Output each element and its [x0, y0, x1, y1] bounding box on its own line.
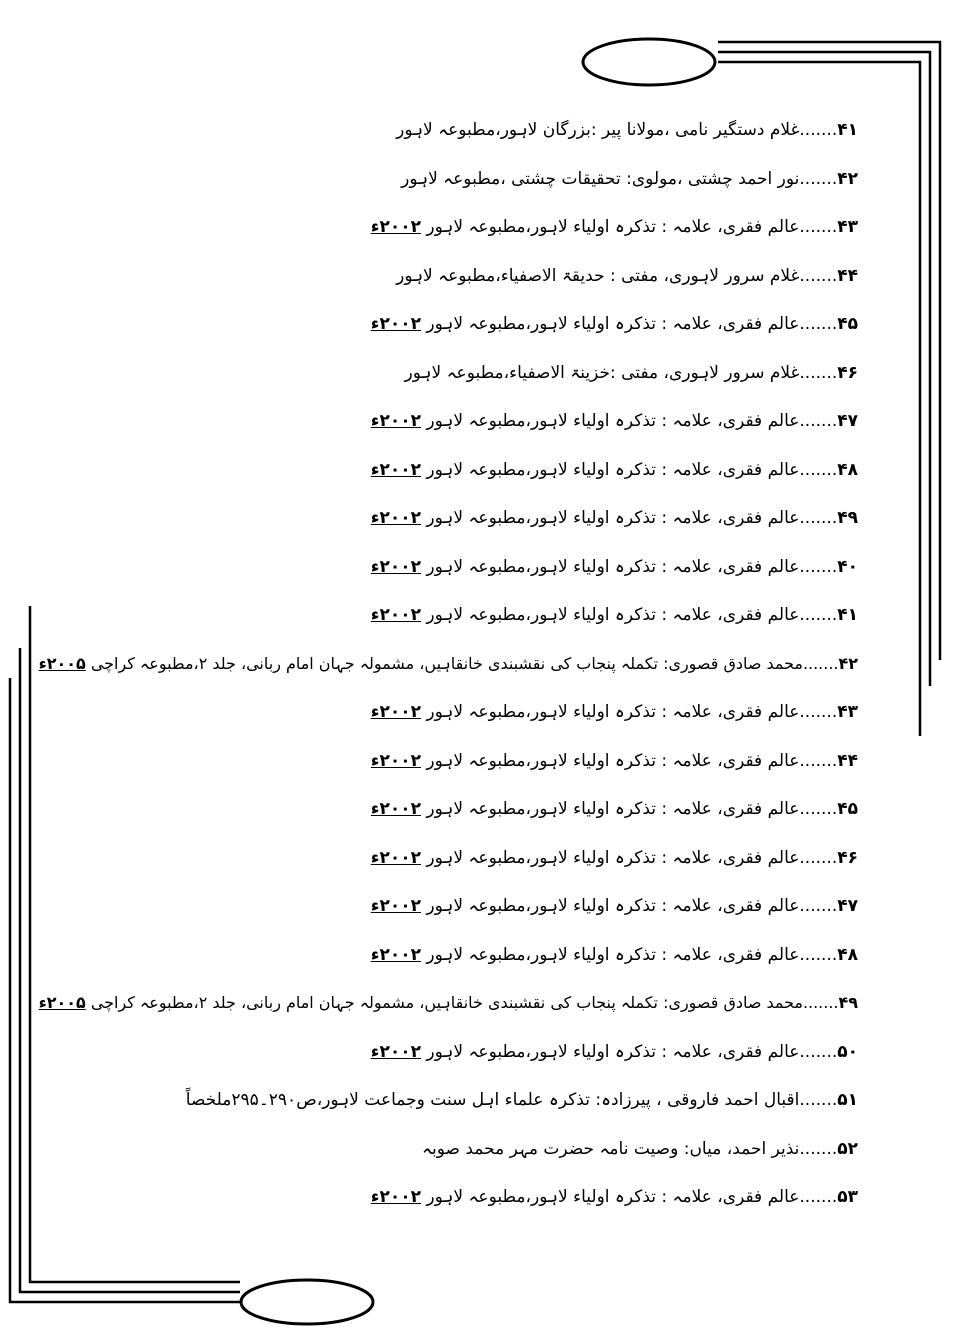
- reference-year: ۲۰۰۲ء: [370, 799, 422, 819]
- reference-item: [39, 652, 858, 676]
- reference-text: عالم فقری، علامہ : تذکرہ اولیاء لاہور،مطبوعہ لاہور: [426, 896, 800, 916]
- reference-item: [371, 312, 858, 336]
- reference-leader-dots: .......: [802, 653, 839, 673]
- reference-leader-dots: .......: [799, 120, 838, 140]
- reference-item: [396, 264, 858, 288]
- reference-number: ۴۸: [837, 944, 858, 965]
- reference-number: ۴۸: [837, 459, 858, 480]
- reference-number: ۴۲: [838, 653, 858, 673]
- reference-item: [401, 167, 858, 191]
- reference-leader-dots: .......: [799, 265, 838, 286]
- reference-text: عالم فقری، علامہ : تذکرہ اولیاء لاہور،مطبوعہ لاہور: [426, 605, 800, 625]
- reference-year: ۲۰۰۲ء: [370, 750, 422, 771]
- reference-text: عالم فقری، علامہ : تذکرہ اولیاء لاہور،مطبوعہ لاہور: [426, 1041, 800, 1062]
- reference-item: [186, 1088, 858, 1112]
- reference-leader-dots: .......: [799, 1187, 838, 1207]
- reference-number: ۴۵: [837, 314, 858, 334]
- reference-item: [371, 215, 858, 239]
- reference-text: عالم فقری، علامہ : تذکرہ اولیاء لاہور،مطبوعہ لاہور: [426, 556, 800, 577]
- reference-item: [422, 1137, 858, 1161]
- reference-text: اقبال احمد فاروقی ، پیرزادہ: تذکرہ علماء اہل سنت وجماعت لاہور،ص۲۹۰۔۲۹۵ملخصاً: [185, 1090, 800, 1110]
- reference-item: [371, 409, 858, 433]
- reference-item: [405, 361, 858, 385]
- reference-number: ۴۳: [837, 217, 858, 237]
- reference-leader-dots: .......: [799, 1138, 838, 1159]
- reference-number: ۴۱: [837, 120, 858, 140]
- reference-year: ۲۰۰۲ء: [370, 314, 422, 334]
- reference-text: عالم فقری، علامہ : تذکرہ اولیاء لاہور،مطبوعہ لاہور: [426, 217, 800, 237]
- reference-year: ۲۰۰۲ء: [370, 556, 422, 577]
- reference-text: عالم فقری، علامہ : تذکرہ اولیاء لاہور،مطبوعہ لاہور: [426, 750, 800, 771]
- reference-text: عالم فقری، علامہ : تذکرہ اولیاء لاہور،مطبوعہ لاہور: [426, 508, 800, 528]
- reference-leader-dots: .......: [799, 799, 838, 819]
- reference-year: ۲۰۰۲ء: [370, 508, 422, 528]
- reference-number: ۴۵: [837, 799, 858, 819]
- reference-text: عالم فقری، علامہ : تذکرہ اولیاء لاہور،مطبوعہ لاہور: [426, 314, 800, 334]
- reference-text: عالم فقری، علامہ : تذکرہ اولیاء لاہور،مطبوعہ لاہور: [426, 1187, 800, 1207]
- reference-leader-dots: .......: [799, 1041, 838, 1062]
- reference-item: [371, 506, 858, 530]
- reference-leader-dots: .......: [799, 362, 838, 383]
- reference-leader-dots: .......: [799, 168, 838, 189]
- reference-text: غلام سرور لاہوری، مفتی :خزینۃ الاصفیاء،مطبوعہ لاہور: [404, 362, 800, 383]
- reference-leader-dots: .......: [799, 217, 838, 237]
- reference-year: ۲۰۰۵ء: [38, 993, 86, 1012]
- reference-item: [371, 894, 858, 918]
- reference-item: [371, 846, 858, 870]
- reference-number: ۴۷: [837, 896, 858, 916]
- reference-number: ۴۲: [837, 168, 858, 189]
- reference-leader-dots: .......: [799, 702, 838, 722]
- reference-number: ۴۳: [837, 702, 858, 722]
- reference-number: ۵۰: [837, 1041, 858, 1062]
- reference-number: ۴۷: [837, 411, 858, 431]
- reference-number: ۴۹: [838, 993, 858, 1012]
- reference-year: ۲۰۰۲ء: [370, 702, 422, 722]
- reference-text: عالم فقری، علامہ : تذکرہ اولیاء لاہور،مطبوعہ لاہور: [426, 944, 800, 965]
- reference-item: [371, 1185, 858, 1209]
- reference-number: ۴۰: [837, 556, 858, 577]
- reference-leader-dots: .......: [799, 556, 838, 577]
- reference-text: عالم فقری، علامہ : تذکرہ اولیاء لاہور،مطبوعہ لاہور: [426, 799, 800, 819]
- reference-leader-dots: .......: [802, 993, 839, 1012]
- reference-text: نور احمد چشتی ،مولوی: تحقیقات چشتی ،مطبوعہ لاہور: [401, 168, 800, 189]
- reference-item: [371, 700, 858, 724]
- reference-item: [39, 991, 858, 1015]
- reference-text: عالم فقری، علامہ : تذکرہ اولیاء لاہور،مطبوعہ لاہور: [426, 459, 800, 480]
- reference-leader-dots: .......: [799, 1090, 838, 1110]
- reference-text: محمد صادق قصوری: تکملہ پنجاب کی نقشبندی خانقاہیں، مشمولہ جہان امام ربانی، جلد ۲،مطبوعہ کراچی: [90, 993, 803, 1012]
- reference-item: [371, 797, 858, 821]
- reference-leader-dots: .......: [799, 508, 838, 528]
- reference-leader-dots: .......: [799, 944, 838, 965]
- reference-number: ۵۱: [837, 1090, 858, 1110]
- reference-text: عالم فقری، علامہ : تذکرہ اولیاء لاہور،مطبوعہ لاہور: [426, 847, 800, 868]
- reference-leader-dots: .......: [799, 750, 838, 771]
- reference-number: ۴۶: [837, 362, 858, 383]
- reference-year: ۲۰۰۲ء: [370, 605, 422, 625]
- reference-leader-dots: .......: [799, 896, 838, 916]
- reference-item: [396, 118, 858, 142]
- reference-item: [371, 1040, 858, 1064]
- reference-number: ۴۴: [837, 750, 858, 771]
- reference-leader-dots: .......: [799, 314, 838, 334]
- reference-year: ۲۰۰۵ء: [38, 653, 86, 673]
- reference-item: [371, 603, 858, 627]
- reference-number: ۴۴: [837, 265, 858, 286]
- reference-item: [371, 943, 858, 967]
- reference-leader-dots: .......: [799, 847, 838, 868]
- reference-year: ۲۰۰۲ء: [370, 411, 422, 431]
- reference-item: [371, 749, 858, 773]
- reference-text: نذیر احمد، میاں: وصیت نامہ حضرت مہر محمد صوبہ: [422, 1138, 800, 1159]
- reference-leader-dots: .......: [799, 411, 838, 431]
- reference-year: ۲۰۰۲ء: [370, 217, 422, 237]
- reference-year: ۲۰۰۲ء: [370, 1187, 422, 1207]
- reference-number: ۵۲: [837, 1138, 858, 1159]
- reference-leader-dots: .......: [799, 459, 838, 480]
- reference-number: ۴۹: [837, 508, 858, 528]
- reference-number: ۴۱: [837, 605, 858, 625]
- reference-text: عالم فقری، علامہ : تذکرہ اولیاء لاہور،مطبوعہ لاہور: [426, 702, 800, 722]
- reference-year: ۲۰۰۲ء: [370, 847, 422, 868]
- reference-item: [371, 555, 858, 579]
- reference-year: ۲۰۰۲ء: [370, 896, 422, 916]
- reference-text: غلام سرور لاہوری، مفتی : حدیقۃ الاصفیاء،مطبوعہ لاہور: [396, 265, 800, 286]
- reference-year: ۲۰۰۲ء: [370, 944, 422, 965]
- reference-year: ۲۰۰۲ء: [370, 459, 422, 480]
- reference-number: ۴۶: [837, 847, 858, 868]
- reference-year: ۲۰۰۲ء: [370, 1041, 422, 1062]
- reference-text: غلام دستگیر نامی ،مولانا پیر :بزرگان لاہور،مطبوعہ لاہور: [396, 120, 800, 140]
- reference-item: [371, 458, 858, 482]
- reference-number: ۵۳: [837, 1187, 858, 1207]
- reference-text: عالم فقری، علامہ : تذکرہ اولیاء لاہور،مطبوعہ لاہور: [426, 411, 800, 431]
- reference-text: محمد صادق قصوری: تکملہ پنجاب کی نقشبندی خانقاہیں، مشمولہ جہان امام ربانی، جلد ۲،مطبوعہ کراچی: [90, 653, 803, 673]
- reference-leader-dots: .......: [799, 605, 838, 625]
